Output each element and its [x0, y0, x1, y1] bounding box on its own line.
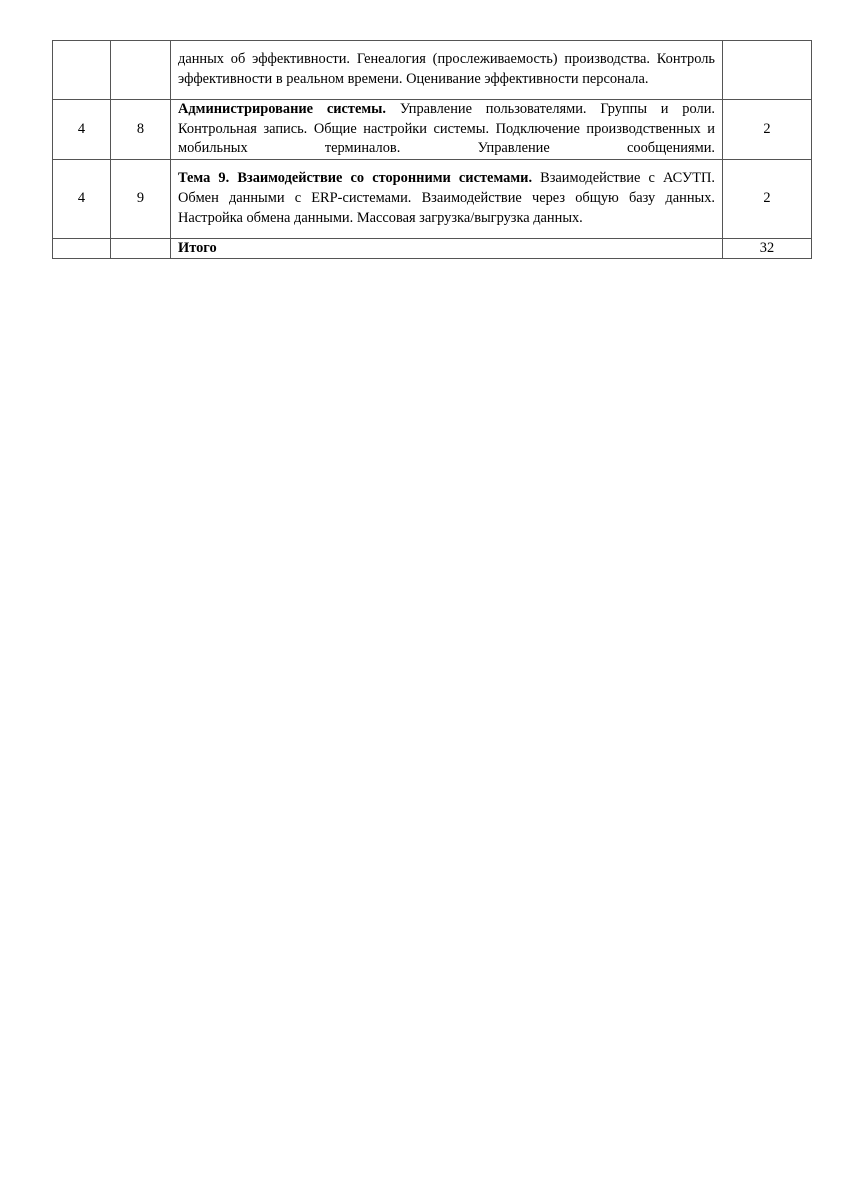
lesson-number-cell: [111, 238, 171, 259]
semester-cell: 4: [53, 159, 111, 238]
topic-cell: [171, 159, 723, 238]
table-total-row: [53, 238, 812, 259]
table-row: [53, 41, 812, 100]
semester-cell: 4: [53, 100, 111, 160]
course-schedule-table: [52, 40, 812, 259]
topic-text: данных об эффективности. Генеалогия (прослеживаемость) производства. Контроль эффективности в реальном времени. Оценивание эффективности персонала.: [178, 51, 715, 87]
hours-cell: [723, 41, 812, 100]
topic-title: Тема 9. Взаимодействие со сторонними системами.: [178, 170, 533, 187]
lesson-number-cell: 8: [111, 100, 171, 160]
topic-text: Взаимодействие с АСУТП. Обмен данными с ERP-системами. Взаимодействие через общую базу данных. Настройка обмена данными. Массовая загрузка/выгрузка данных.: [178, 170, 715, 226]
topic-text: Управление пользователями. Группы и роли. Контрольная запись. Общие настройки системы. Подключение производственных и мобильных терминалов. Управление сообщениями.: [178, 101, 715, 157]
lesson-number-cell: [111, 41, 171, 100]
hours-cell: 2: [723, 100, 812, 160]
total-label-cell: [171, 238, 723, 259]
lesson-number-cell: 9: [111, 159, 171, 238]
table-row: [53, 159, 812, 238]
semester-cell: [53, 41, 111, 100]
hours-cell: 2: [723, 159, 812, 238]
total-hours-cell: 32: [723, 238, 812, 259]
topic-cell: [171, 41, 723, 100]
topic-title: Администрирование системы.: [178, 101, 387, 117]
topic-cell: [171, 100, 723, 160]
table-row: [53, 100, 812, 160]
total-label: Итого: [178, 239, 217, 256]
semester-cell: [53, 238, 111, 259]
